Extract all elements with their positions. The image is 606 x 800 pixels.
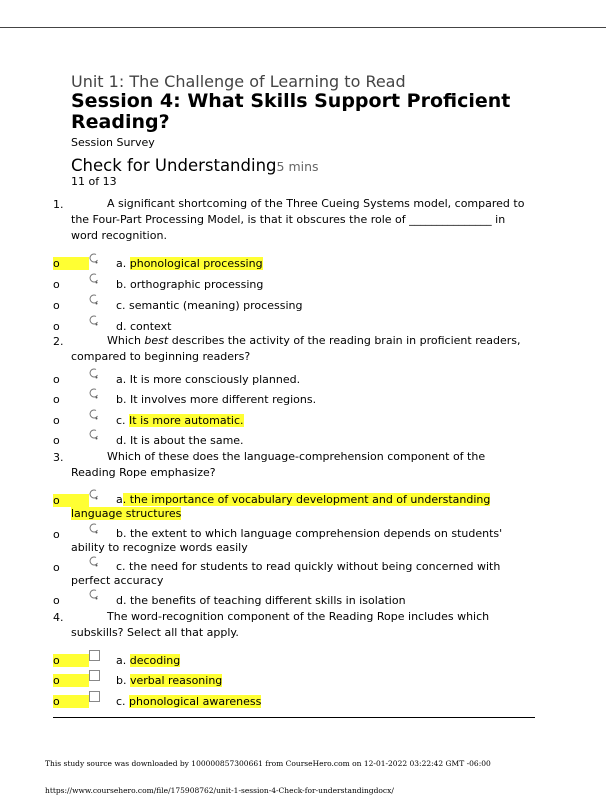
radio-icon[interactable] — [89, 429, 99, 441]
option-label: d. the benefits of teaching different skills in isolation — [116, 594, 406, 607]
progress-count: 11 of 13 — [71, 175, 117, 188]
bottom-divider — [53, 717, 535, 718]
option-bullet: o — [53, 414, 60, 427]
option-label: a. It is more consciously planned. — [116, 373, 301, 386]
check-title: Check for Understanding — [71, 156, 277, 175]
radio-icon[interactable] — [89, 368, 99, 380]
option-bullet: o — [53, 320, 60, 333]
option-label: b. the extent to which language comprehension depends on students' ability to recognize words easily — [71, 527, 503, 554]
question-text: Which of these does the language-comprehension component of the Reading Rope emphasize? — [71, 450, 486, 479]
radio-icon[interactable] — [89, 409, 99, 421]
option-bullet: o — [53, 434, 60, 447]
option-label: c. the need for students to read quickly without being concerned with perfect accuracy — [71, 560, 501, 587]
source-url[interactable]: https://www.coursehero.com/file/175908762/unit-1-session-4-Check-for-understandingdocx/ — [45, 786, 394, 795]
radio-icon[interactable] — [89, 294, 99, 306]
radio-icon[interactable] — [89, 315, 99, 327]
checkbox-icon[interactable] — [89, 691, 100, 702]
download-note: This study source was downloaded by 100000857300661 from CourseHero.com on 12-01-2022 03:22:42 GMT -06:00 — [45, 759, 491, 768]
option-label: a. decoding — [116, 654, 181, 667]
option-bullet: o — [53, 299, 60, 312]
question-number: 2. — [53, 335, 64, 348]
option-bullet: o — [53, 695, 89, 708]
option-label: b. orthographic processing — [116, 278, 264, 291]
option-label: d. It is about the same. — [116, 434, 244, 447]
option-label: d. context — [116, 320, 172, 333]
checkbox-icon[interactable] — [89, 650, 100, 661]
option-label: c. semantic (meaning) processing — [116, 299, 303, 312]
question-text: The word-recognition component of the Reading Rope includes which subskills? Select all that apply. — [71, 610, 490, 639]
option-bullet: o — [53, 674, 89, 687]
option-bullet: o — [53, 373, 60, 386]
option-label: c. phonological awareness — [116, 695, 262, 708]
session-survey-label: Session Survey — [71, 136, 155, 149]
option-bullet: o — [53, 594, 60, 607]
option-bullet: o — [53, 561, 60, 574]
question-number: 1. — [53, 198, 64, 211]
unit-title: Unit 1: The Challenge of Learning to Read — [71, 72, 406, 91]
option-label: b. It involves more different regions. — [116, 393, 317, 406]
option-label: b. verbal reasoning — [116, 674, 223, 687]
radio-icon[interactable] — [89, 589, 99, 601]
check-heading — [71, 156, 319, 175]
option-bullet: o — [53, 654, 89, 667]
radio-icon[interactable] — [89, 273, 99, 285]
radio-icon[interactable] — [89, 388, 99, 400]
option-bullet: o — [53, 278, 60, 291]
check-duration: 5 mins — [276, 159, 319, 174]
question-text: Which best describes the activity of the reading brain in proficient readers, compared to beginning readers? — [71, 334, 521, 363]
radio-icon[interactable] — [89, 253, 99, 265]
question-text: A significant shortcoming of the Three Cueing Systems model, compared to the Four-Part Processing Model, is that it obscures the role of _______________ in word recognition. — [71, 197, 525, 242]
checkbox-icon[interactable] — [89, 670, 100, 681]
option-label: a. phonological processing — [116, 257, 263, 270]
option-label: a. the importance of vocabulary development and of understanding language structures — [71, 493, 491, 520]
option-bullet: o — [53, 393, 60, 406]
option-label: c. It is more automatic. — [116, 414, 244, 427]
option-bullet: o — [53, 528, 60, 541]
session-title: Session 4: What Skills Support Proficient Reading? — [71, 90, 511, 133]
question-number: 3. — [53, 451, 64, 464]
question-number: 4. — [53, 611, 64, 624]
top-divider — [0, 27, 606, 28]
option-bullet: o — [53, 257, 89, 270]
option-bullet: o — [53, 494, 89, 507]
